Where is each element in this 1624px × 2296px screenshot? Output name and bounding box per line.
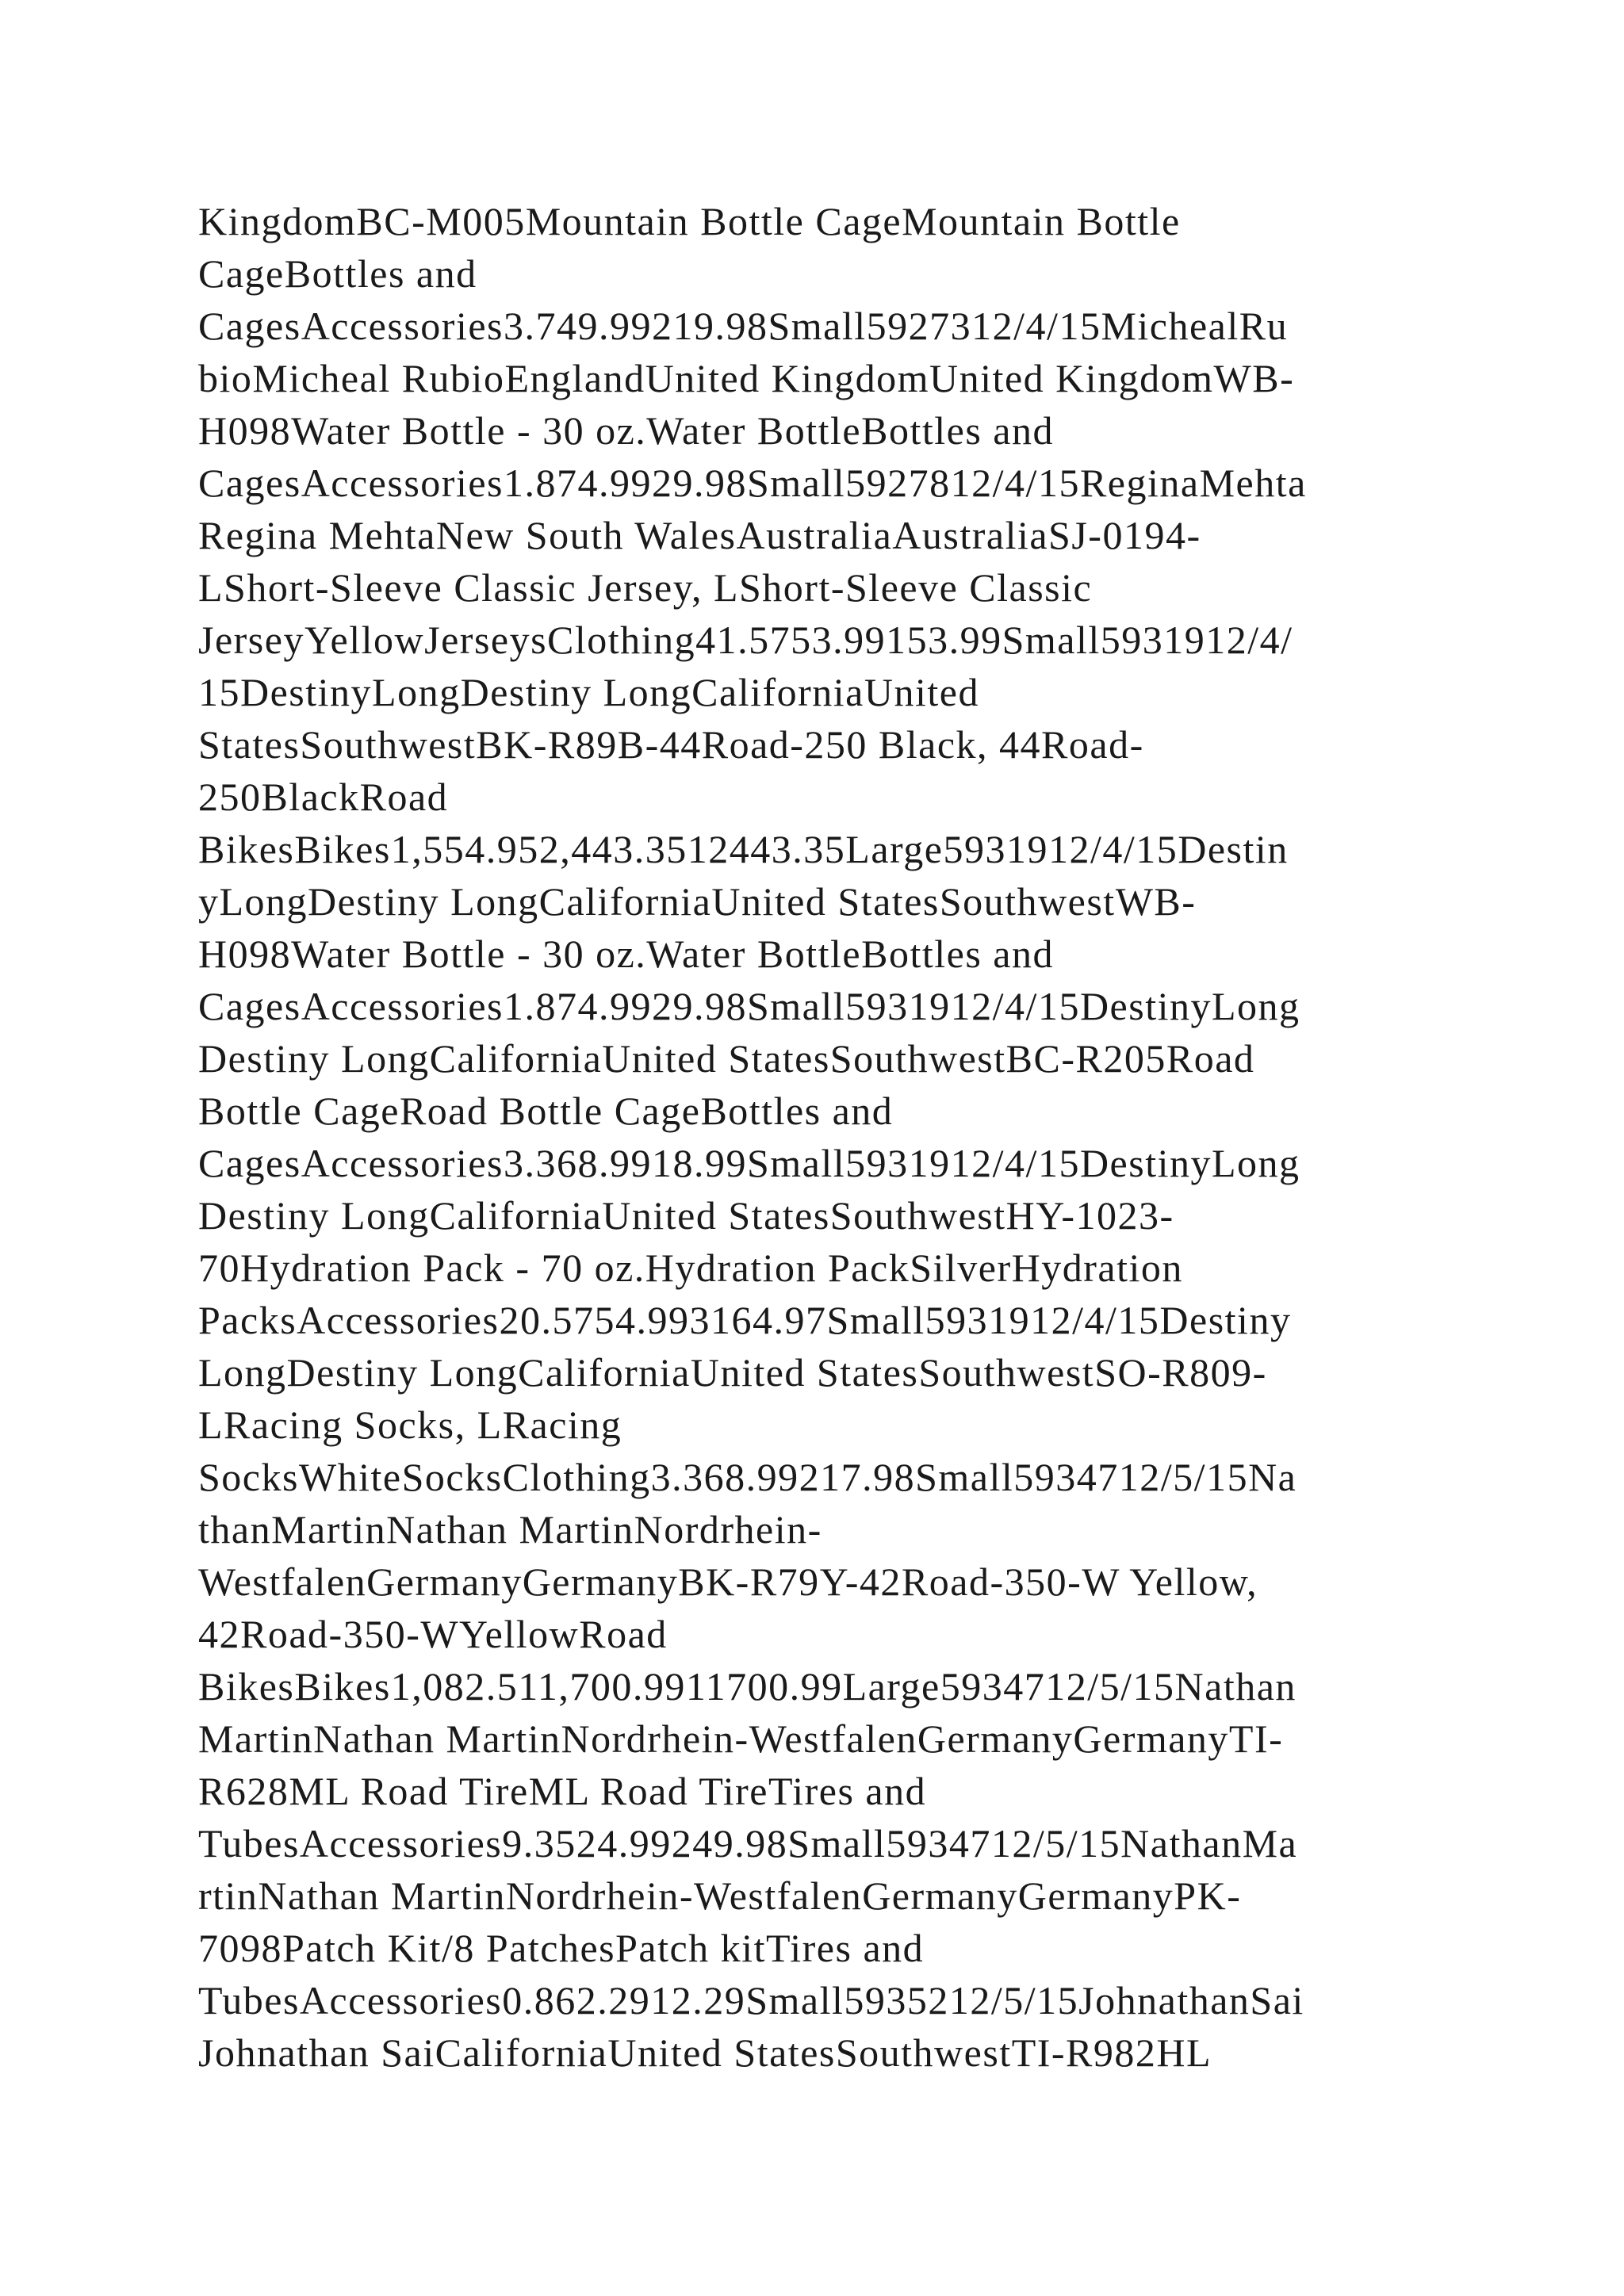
text-line: SocksWhiteSocksClothing3.368.99217.98Small5934712/5/15Na xyxy=(198,1455,1297,1499)
text-line: Destiny LongCaliforniaUnited StatesSouthwestHY-1023- xyxy=(198,1193,1174,1238)
text-line: H098Water Bottle - 30 oz.Water BottleBottles and xyxy=(198,932,1054,976)
text-line: 70Hydration Pack - 70 oz.Hydration PackSilverHydration xyxy=(198,1246,1183,1290)
text-line: TubesAccessories9.3524.99249.98Small5934712/5/15NathanMa xyxy=(198,1821,1298,1866)
text-line: MartinNathan MartinNordrhein-WestfalenGermanyGermanyTI- xyxy=(198,1716,1284,1761)
text-line: LRacing Socks, LRacing xyxy=(198,1402,622,1447)
text-line: TubesAccessories0.862.2912.29Small5935212/5/15JohnathanSai xyxy=(198,1978,1304,2022)
text-line: CagesAccessories1.874.9929.98Small5931912/4/15DestinyLong xyxy=(198,984,1300,1028)
text-line: CagesAccessories3.368.9918.99Small5931912/4/15DestinyLong xyxy=(198,1141,1300,1185)
text-line: CageBottles and xyxy=(198,251,477,296)
text-line: CagesAccessories3.749.99219.98Small5927312/4/15MichealRu xyxy=(198,304,1289,348)
text-line: Destiny LongCaliforniaUnited StatesSouthwestBC-R205Road xyxy=(198,1036,1255,1081)
text-line: Regina MehtaNew South WalesAustraliaAustraliaSJ-0194- xyxy=(198,513,1201,557)
text-line: thanMartinNathan MartinNordrhein- xyxy=(198,1507,822,1552)
body-text xyxy=(198,195,1467,2079)
text-line: BikesBikes1,554.952,443.3512443.35Large5931912/4/15Destin xyxy=(198,827,1289,871)
text-line: JerseyYellowJerseysClothing41.5753.99153.99Small5931912/4/ xyxy=(198,618,1293,662)
text-line: R628ML Road TireML Road TireTires and xyxy=(198,1769,927,1813)
text-line: 7098Patch Kit/8 PatchesPatch kitTires and xyxy=(198,1926,925,1970)
text-line: LongDestiny LongCaliforniaUnited StatesSouthwestSO-R809- xyxy=(198,1350,1267,1395)
text-line: StatesSouthwestBK-R89B-44Road-250 Black, 44Road- xyxy=(198,722,1144,767)
text-line: KingdomBC-M005Mountain Bottle CageMountain Bottle xyxy=(198,199,1181,243)
text-line: 15DestinyLongDestiny LongCaliforniaUnited xyxy=(198,670,979,714)
text-line: PacksAccessories20.5754.993164.97Small5931912/4/15Destiny xyxy=(198,1298,1292,1342)
text-line: CagesAccessories1.874.9929.98Small5927812/4/15ReginaMehta xyxy=(198,461,1307,505)
text-line: WestfalenGermanyGermanyBK-R79Y-42Road-350-W Yellow, xyxy=(198,1559,1258,1604)
text-line: yLongDestiny LongCaliforniaUnited StatesSouthwestWB- xyxy=(198,879,1197,924)
text-line: 42Road-350-WYellowRoad xyxy=(198,1612,668,1656)
text-line: Johnathan SaiCaliforniaUnited StatesSouthwestTI-R982HL xyxy=(198,2030,1212,2075)
text-line: BikesBikes1,082.511,700.9911700.99Large5934712/5/15Nathan xyxy=(198,1664,1297,1709)
text-line: 250BlackRoad xyxy=(198,775,449,819)
text-line: H098Water Bottle - 30 oz.Water BottleBottles and xyxy=(198,408,1054,453)
text-line: bioMicheal RubioEnglandUnited KingdomUnited KingdomWB- xyxy=(198,356,1295,400)
text-line: Bottle CageRoad Bottle CageBottles and xyxy=(198,1089,894,1133)
text-line: rtinNathan MartinNordrhein-WestfalenGermanyGermanyPK- xyxy=(198,1873,1242,1918)
text-line: LShort-Sleeve Classic Jersey, LShort-Sleeve Classic xyxy=(198,565,1093,610)
